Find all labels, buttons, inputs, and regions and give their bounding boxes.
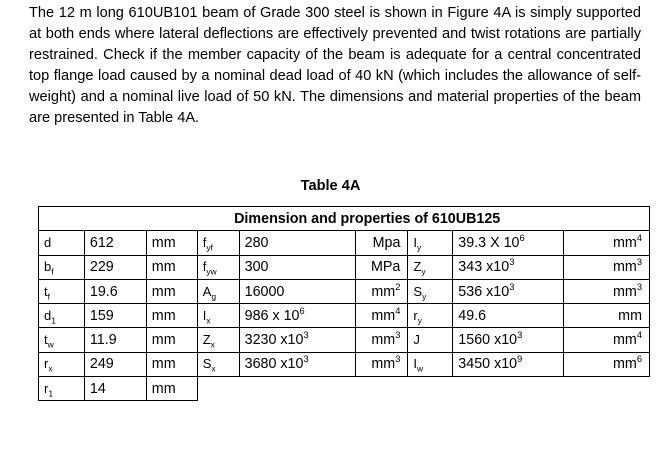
symbol-cell: $Z_x$ — [197, 328, 239, 352]
table-row — [39, 255, 650, 279]
symbol-cell: $f_{yw}$ — [197, 255, 239, 279]
unit-cell: mm — [146, 377, 197, 401]
symbol-cell: $f_{yf}$ — [197, 231, 239, 255]
value-cell: 49.6 — [453, 304, 564, 328]
table-title: Table 4A — [300, 178, 361, 194]
value-cell: 280 — [239, 231, 356, 255]
symbol-cell: $d_1$ — [39, 304, 85, 328]
unit-cell: $mm^3$ — [564, 255, 650, 279]
unit-cell: mm — [146, 255, 197, 279]
symbol-cell: $S_y$ — [408, 279, 453, 303]
unit-cell: $mm^2$ — [356, 279, 408, 303]
table-heading: Dimension and properties of 610UB125 — [84, 207, 649, 231]
value-cell: 16000 — [239, 279, 356, 303]
value-cell: 612 — [84, 231, 146, 255]
unit-cell: $mm^4$ — [564, 328, 650, 352]
problem-statement: The 12 m long 610UB101 beam of Grade 300 steel is shown in Figure 4A is simply supported at both ends where lateral deflections are effectively prevented and twist rotations are partially restrained. Check if the member capacity of the beam is adequate for a central concentrated top flange load caused by a nominal dead load of 40 kN (which includes the allowance of self-weight) and a nominal live load of 50 kN. The dimensions and material properties of the beam are presented in Table 4A. — [29, 5, 641, 126]
value-cell: 11.9 — [84, 328, 146, 352]
value-cell: 19.6 — [84, 279, 146, 303]
unit-cell: $mm^3$ — [356, 328, 408, 352]
value-cell: 3680 $x10^3$ — [239, 352, 356, 376]
unit-cell: $mm^4$ — [356, 304, 408, 328]
table-row — [39, 352, 650, 376]
value-cell: 3230 $x10^3$ — [239, 328, 356, 352]
symbol-cell: $I_w$ — [408, 352, 453, 376]
symbol-cell: $I_y$ — [408, 231, 453, 255]
unit-cell: $mm^6$ — [564, 352, 650, 376]
symbol-cell: $b_f$ — [39, 255, 85, 279]
symbol-cell: $S_x$ — [197, 352, 239, 376]
unit-cell: $mm^3$ — [356, 352, 408, 376]
value-cell: 300 — [239, 255, 356, 279]
unit-cell: $mm^3$ — [564, 279, 650, 303]
symbol-cell: $t_w$ — [39, 328, 85, 352]
symbol-cell: $r_x$ — [39, 352, 85, 376]
unit-cell: mm — [146, 231, 197, 255]
unit-cell: mm — [146, 352, 197, 376]
value-cell: 229 — [84, 255, 146, 279]
unit-cell: Mpa — [356, 231, 408, 255]
table-row — [39, 304, 650, 328]
properties-table — [38, 206, 650, 401]
unit-cell: mm — [146, 304, 197, 328]
value-cell: 343 $x10^3$ — [453, 255, 564, 279]
symbol-cell: d — [39, 231, 85, 255]
symbol-cell: $r_y$ — [408, 304, 453, 328]
value-cell: 249 — [84, 352, 146, 376]
value-cell: 1560 $x10^3$ — [453, 328, 564, 352]
value-cell: 536 $x10^3$ — [453, 279, 564, 303]
unit-cell: MPa — [356, 255, 408, 279]
unit-cell: mm — [146, 328, 197, 352]
value-cell: 159 — [84, 304, 146, 328]
table-heading-row — [39, 207, 650, 231]
symbol-cell: $r_1$ — [39, 377, 85, 401]
empty-cell — [197, 377, 649, 401]
symbol-cell: $Z_y$ — [408, 255, 453, 279]
unit-cell: $mm^4$ — [564, 231, 650, 255]
table-row — [39, 377, 650, 401]
table-row — [39, 231, 650, 255]
value-cell: 3450 $x10^9$ — [453, 352, 564, 376]
unit-cell: mm — [146, 279, 197, 303]
unit-cell: mm — [564, 304, 650, 328]
value-cell: 14 — [84, 377, 146, 401]
value-cell: 986 x $10^6$ — [239, 304, 356, 328]
symbol-cell: $I_x$ — [197, 304, 239, 328]
symbol-cell: $A_g$ — [197, 279, 239, 303]
symbol-cell: J — [408, 328, 453, 352]
table-row — [39, 328, 650, 352]
value-cell: 39.3 X $10^6$ — [453, 231, 564, 255]
symbol-cell: $t_f$ — [39, 279, 85, 303]
table-row — [39, 279, 650, 303]
